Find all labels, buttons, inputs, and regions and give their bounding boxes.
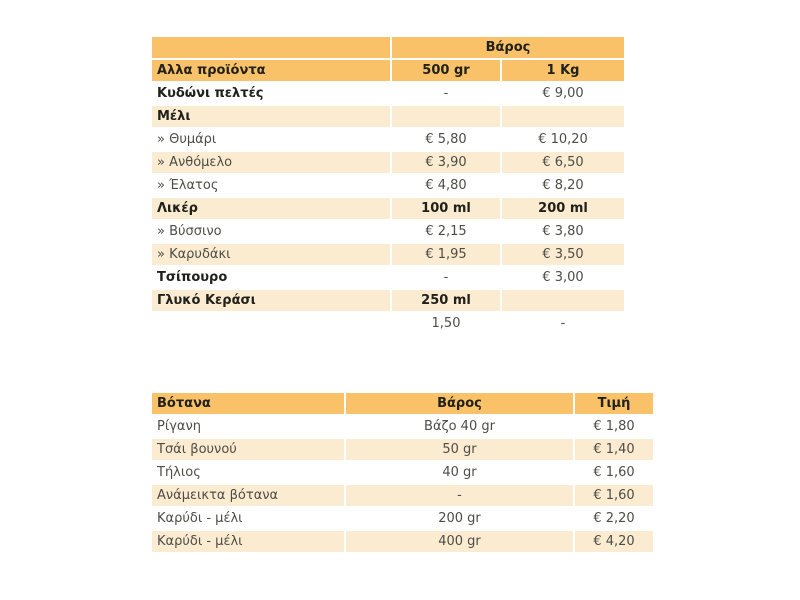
cell-unit-500gr: 500 gr bbox=[392, 60, 500, 81]
cell-price: - bbox=[392, 267, 500, 288]
cell-product: Γλυκό Κεράσι bbox=[152, 290, 390, 311]
cell-price: € 4,80 bbox=[392, 175, 500, 196]
cell-weight: 40 gr bbox=[346, 462, 573, 483]
cell-product: » Βύσσινο bbox=[152, 221, 390, 242]
table-row-section-sweet-cherry bbox=[152, 290, 624, 311]
table-row bbox=[152, 416, 653, 437]
cell-product: Λικέρ bbox=[152, 198, 390, 219]
other-products-price-table bbox=[150, 35, 626, 336]
table-row-section-liqueur bbox=[152, 198, 624, 219]
cell-product: » Καρυδάκι bbox=[152, 244, 390, 265]
cell-price: € 1,40 bbox=[575, 439, 653, 460]
table-row bbox=[152, 508, 653, 529]
cell-unit-200ml: 200 ml bbox=[502, 198, 624, 219]
table-row-column-header bbox=[152, 60, 624, 81]
cell-price: € 2,20 bbox=[575, 508, 653, 529]
cell-product: Τσίπουρο bbox=[152, 267, 390, 288]
cell-price: € 3,80 bbox=[502, 221, 624, 242]
cell-product: » Θυμάρι bbox=[152, 129, 390, 150]
weight-header-cell: Βάρος bbox=[346, 393, 573, 414]
cell-product: Καρύδι - μέλι bbox=[152, 531, 344, 552]
cell-price: € 10,20 bbox=[502, 129, 624, 150]
cell-price: € 9,00 bbox=[502, 83, 624, 104]
table-row bbox=[152, 485, 653, 506]
table-row-column-header bbox=[152, 393, 653, 414]
cell-price: - bbox=[392, 83, 500, 104]
cell-price: 1,50 bbox=[392, 313, 500, 334]
cell-product: Τσάι βουνού bbox=[152, 439, 344, 460]
cell-product: Μέλι bbox=[152, 106, 390, 127]
cell-weight: 200 gr bbox=[346, 508, 573, 529]
table-row bbox=[152, 439, 653, 460]
table-row bbox=[152, 221, 624, 242]
cell-product: Καρύδι - μέλι bbox=[152, 508, 344, 529]
table-row bbox=[152, 462, 653, 483]
table-row-section-honey bbox=[152, 106, 624, 127]
weight-header-cell: Βάρος bbox=[392, 37, 624, 58]
cell-weight: 400 gr bbox=[346, 531, 573, 552]
cell-weight: Βάζο 40 gr bbox=[346, 416, 573, 437]
cell-product: Ανάμεικτα βότανα bbox=[152, 485, 344, 506]
cell-product: » Έλατος bbox=[152, 175, 390, 196]
table-row bbox=[152, 244, 624, 265]
cell-price: € 8,20 bbox=[502, 175, 624, 196]
table-row bbox=[152, 175, 624, 196]
table-row-weight-header bbox=[152, 37, 624, 58]
cell-price bbox=[502, 290, 624, 311]
cell-unit-250ml: 250 ml bbox=[392, 290, 500, 311]
price-header-cell: Τιμή bbox=[575, 393, 653, 414]
herbs-header-cell: Βότανα bbox=[152, 393, 344, 414]
cell-product: Κυδώνι πελτές bbox=[152, 83, 390, 104]
table-row bbox=[152, 129, 624, 150]
table-row bbox=[152, 152, 624, 173]
cell-product: » Ανθόμελο bbox=[152, 152, 390, 173]
cell-price: € 6,50 bbox=[502, 152, 624, 173]
cell-product: Ρίγανη bbox=[152, 416, 344, 437]
cell-price: € 1,60 bbox=[575, 462, 653, 483]
cell-price: - bbox=[502, 313, 624, 334]
cell-price: € 3,50 bbox=[502, 244, 624, 265]
cell-price: € 3,90 bbox=[392, 152, 500, 173]
cell-product: Αλλα προϊόντα bbox=[152, 60, 390, 81]
table-row bbox=[152, 267, 624, 288]
cell-price: € 1,80 bbox=[575, 416, 653, 437]
cell-product bbox=[152, 313, 390, 334]
cell-price bbox=[502, 106, 624, 127]
cell-weight: - bbox=[346, 485, 573, 506]
table-row bbox=[152, 83, 624, 104]
blank-header-cell bbox=[152, 37, 390, 58]
cell-unit-100ml: 100 ml bbox=[392, 198, 500, 219]
table-row bbox=[152, 313, 624, 334]
cell-price: € 5,80 bbox=[392, 129, 500, 150]
cell-price: € 1,95 bbox=[392, 244, 500, 265]
cell-price: € 2,15 bbox=[392, 221, 500, 242]
herbs-price-table bbox=[150, 391, 655, 554]
cell-weight: 50 gr bbox=[346, 439, 573, 460]
cell-product: Τήλιος bbox=[152, 462, 344, 483]
cell-price bbox=[392, 106, 500, 127]
table-row bbox=[152, 531, 653, 552]
cell-price: € 3,00 bbox=[502, 267, 624, 288]
cell-price: € 4,20 bbox=[575, 531, 653, 552]
cell-price: € 1,60 bbox=[575, 485, 653, 506]
cell-unit-1kg: 1 Kg bbox=[502, 60, 624, 81]
